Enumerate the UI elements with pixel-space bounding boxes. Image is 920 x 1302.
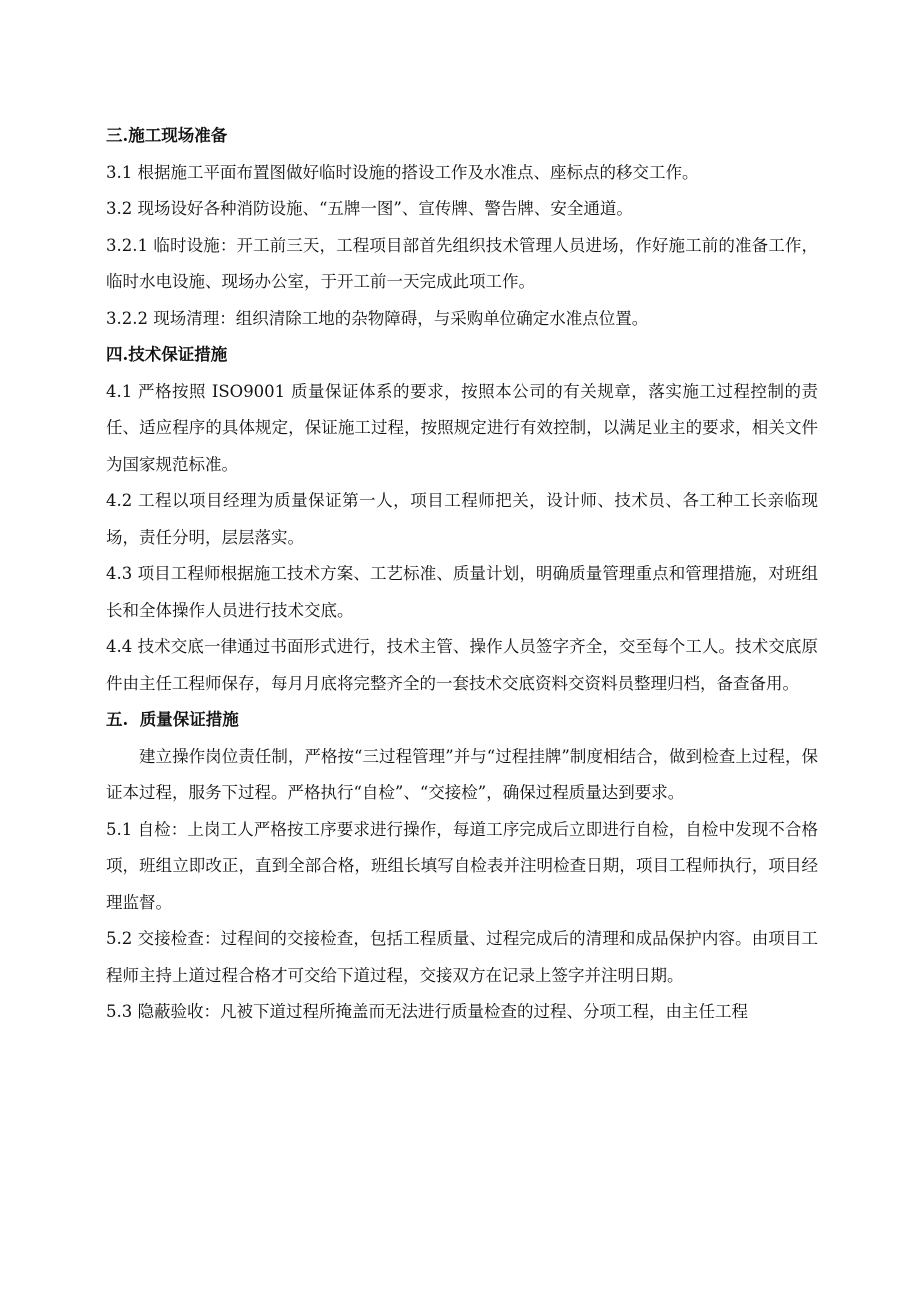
paragraph-3-2: 3.2 现场设好各种消防设施、“五牌一图”、宣传牌、警告牌、安全通道。 <box>106 199 633 218</box>
paragraph-4-2: 4.2 工程以项目经理为质量保证第一人，项目工程师把关，设计师、技术员、各工种工长亲临现场，责任分明，层层落实。 <box>106 491 818 547</box>
paragraph-4-1: 4.1 严格按照 ISO9001 质量保证体系的要求，按照本公司的有关规章，落实施工过程控制的责任、适应程序的具体规定，保证施工过程，按照规定进行有效控制，以满足业主的要求，相关文件为国家规范标准。 <box>106 381 818 474</box>
section-5-heading: 五. 质量保证措施 <box>106 710 239 729</box>
document-page <box>106 118 818 1031</box>
section-5-intro: 建立操作岗位责任制，严格按“三过程管理”并与“过程挂牌”制度相结合，做到检查上过程，保证本过程，服务下过程。严格执行“自检”、“交接检”，确保过程质量达到要求。 <box>106 746 818 802</box>
paragraph-3-2-2: 3.2.2 现场清理：组织清除工地的杂物障碍，与采购单位确定水准点位置。 <box>106 308 649 328</box>
paragraph-4-4: 4.4 技术交底一律通过书面形式进行，技术主管、操作人员签字齐全，交至每个工人。技术交底原件由主任工程师保存，每月月底将完整齐全的一套技术交底资料交资料员整理归档，备查备用。 <box>106 637 818 693</box>
section-3-heading: 三.施工现场准备 <box>106 126 228 145</box>
paragraph-5-2: 5.2 交接检查：过程间的交接检查，包括工程质量、过程完成后的清理和成品保护内容。由项目工程师主持上道过程合格才可交给下道过程，交接双方在记录上签字并注明日期。 <box>106 929 818 985</box>
paragraph-5-3: 5.3 隐蔽验收：凡被下道过程所掩盖而无法进行质量检查的过程、分项工程，由主任工程 <box>106 1002 748 1021</box>
section-4-heading: 四.技术保证措施 <box>106 345 228 364</box>
paragraph-4-3: 4.3 项目工程师根据施工技术方案、工艺标准、质量计划，明确质量管理重点和管理措施，对班组长和全体操作人员进行技术交底。 <box>106 564 818 620</box>
paragraph-5-1: 5.1 自检：上岗工人严格按工序要求进行操作，每道工序完成后立即进行自检，自检中发现不合格项，班组立即改正，直到全部合格，班组长填写自检表并注明检查日期，项目工程师执行，项目经理监督。 <box>106 819 818 912</box>
paragraph-3-2-1: 3.2.1 临时设施：开工前三天，工程项目部首先组织技术管理人员进场，作好施工前的准备工作，临时水电设施、现场办公室，于开工前一天完成此项工作。 <box>106 235 818 291</box>
paragraph-3-1: 3.1 根据施工平面布置图做好临时设施的搭设工作及水准点、座标点的移交工作。 <box>106 162 699 182</box>
